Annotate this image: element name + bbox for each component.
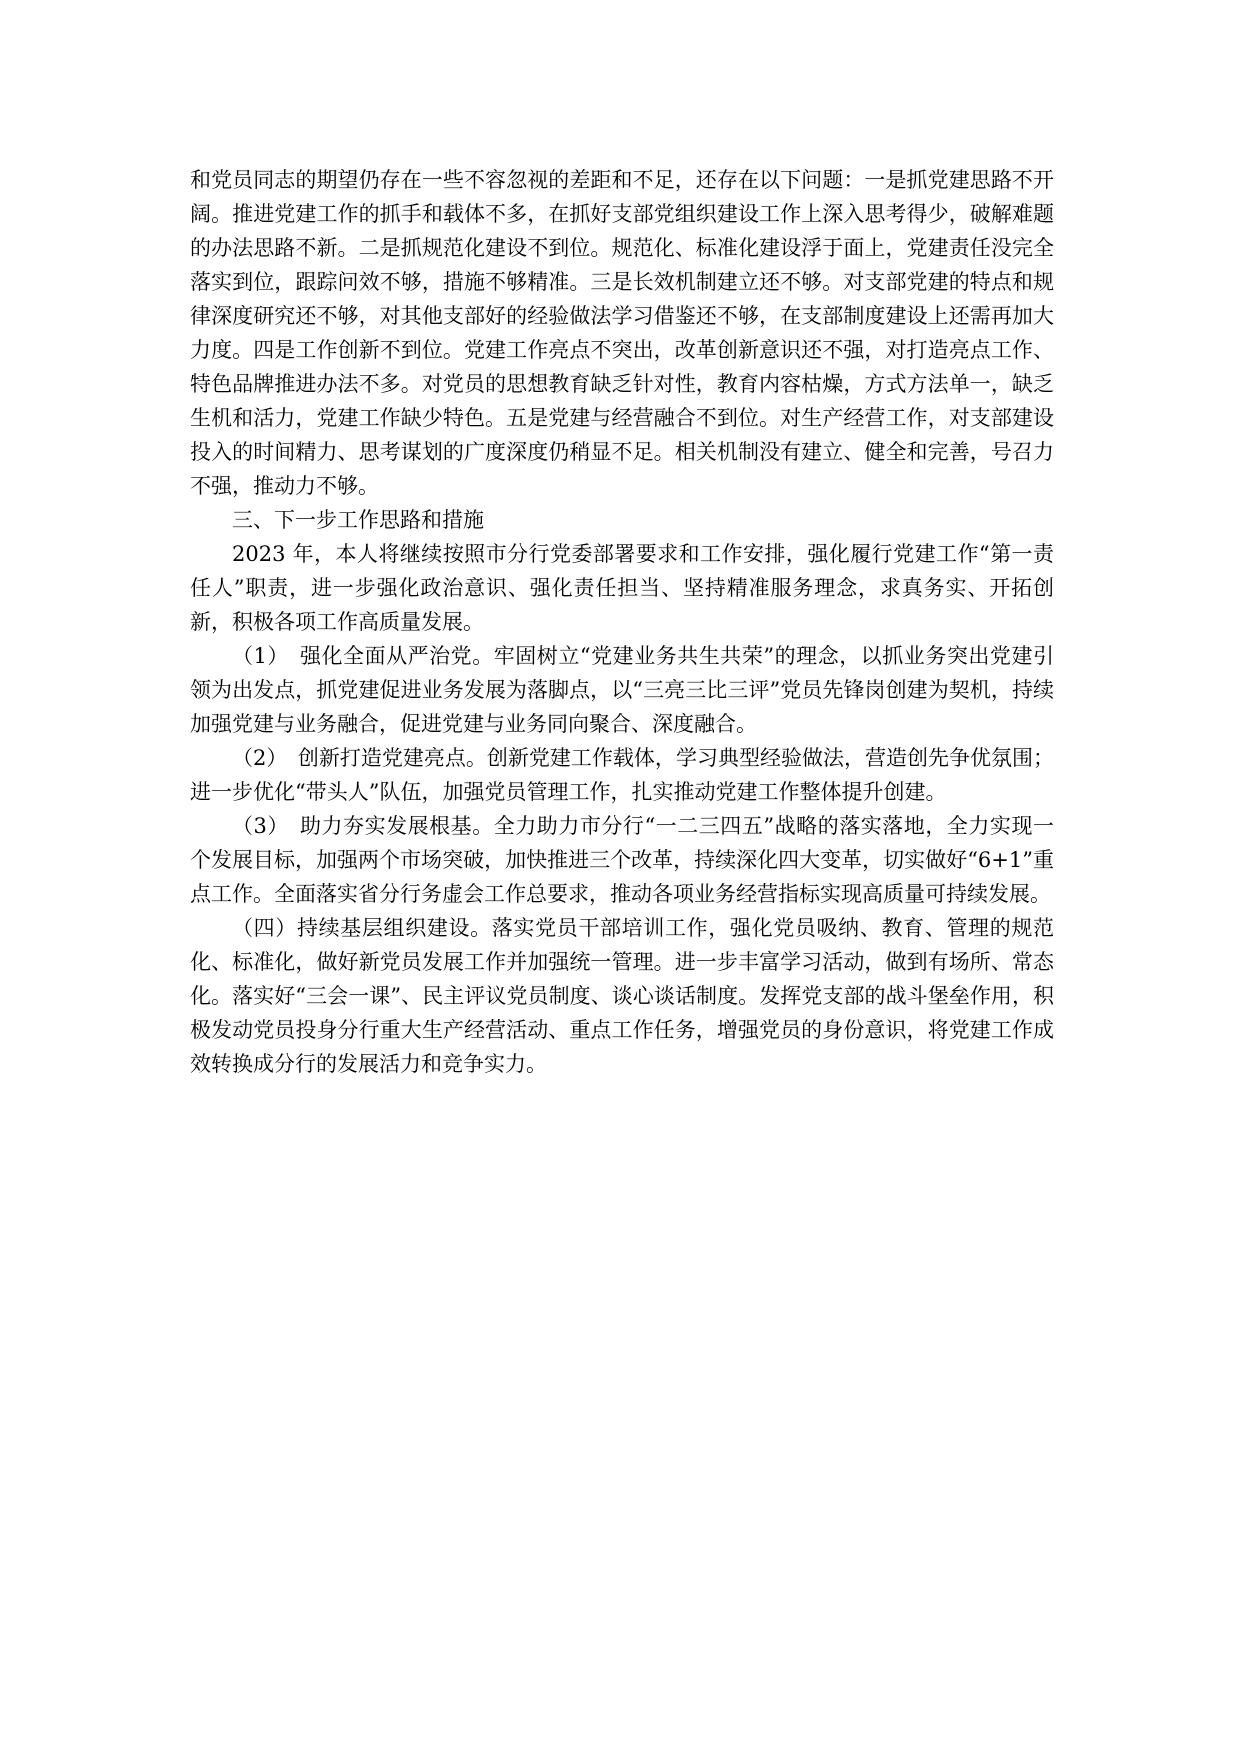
paragraph-measure-2: （2） 创新打造党建亮点。创新党建工作载体，学习典型经验做法，营造创先争优氛围；进一步优化“带头人”队伍，加强党员管理工作，扎实推动党建工作整体提升创建。 (190, 746, 1054, 804)
paragraph-measure-1: （1） 强化全面从严治党。牢固树立“党建业务共生共荣”的理念，以抓业务突出党建引领为出发点，抓党建促进业务发展为落脚点，以“三亮三比三评”党员先锋岗创建为契机，持续加强党建与业务融合，促进党建与业务同向聚合、深度融合。 (190, 644, 1054, 736)
paragraph-measure-3: （3） 助力夯实发展根基。全力助力市分行“一二三四五”战略的落实落地，全力实现一个发展目标，加强两个市场突破，加快推进三个改革，持续深化四大变革，切实做好“6+1”重点工作。全面落实省分行务虚会工作总要求，推动各项业务经营指标实现高质量可持续发展。 (190, 814, 1054, 906)
paragraph-problems: 和党员同志的期望仍存在一些不容忽视的差距和不足，还存在以下问题：一是抓党建思路不开阔。推进党建工作的抓手和载体不多，在抓好支部党组织建设工作上深入思考得少，破解难题的办法思路不新。二是抓规范化建设不到位。规范化、标准化建设浮于面上，党建责任没完全落实到位，跟踪问效不够，措施不够精准。三是长效机制建立还不够。对支部党建的特点和规律深度研究还不够，对其他支部好的经验做法学习借鉴还不够，在支部制度建设上还需再加大力度。四是工作创新不到位。党建工作亮点不突出，改革创新意识还不强，对打造亮点工作、特色品牌推进办法不多。对党员的思想教育缺乏针对性，教育内容枯燥，方式方法单一，缺乏生机和活力，党建工作缺少特色。五是党建与经营融合不到位。对生产经营工作，对支部建设投入的时间精力、思考谋划的广度深度仍稍显不足。相关机制没有建立、健全和完善，号召力不强，推动力不够。 (190, 168, 1054, 498)
document-body (190, 163, 1054, 1081)
section-heading-next-steps: 三、下一步工作思路和措施 (232, 508, 484, 532)
paragraph-plan-intro: 2023 年，本人将继续按照市分行党委部署要求和工作安排，强化履行党建工作“第一责任人”职责，进一步强化政治意识、强化责任担当、坚持精准服务理念，求真务实、开拓创新，积极各项工作高质量发展。 (190, 542, 1054, 634)
paragraph-measure-4: （四）持续基层组织建设。落实党员干部培训工作，强化党员吸纳、教育、管理的规范化、标准化，做好新党员发展工作并加强统一管理。进一步丰富学习活动，做到有场所、常态化。落实好“三会一课”、民主评议党员制度、谈心谈话制度。发挥党支部的战斗堡垒作用，积极发动党员投身分行重大生产经营活动、重点工作任务，增强党员的身份意识，将党建工作成效转换成分行的发展活力和竞争实力。 (190, 916, 1054, 1076)
